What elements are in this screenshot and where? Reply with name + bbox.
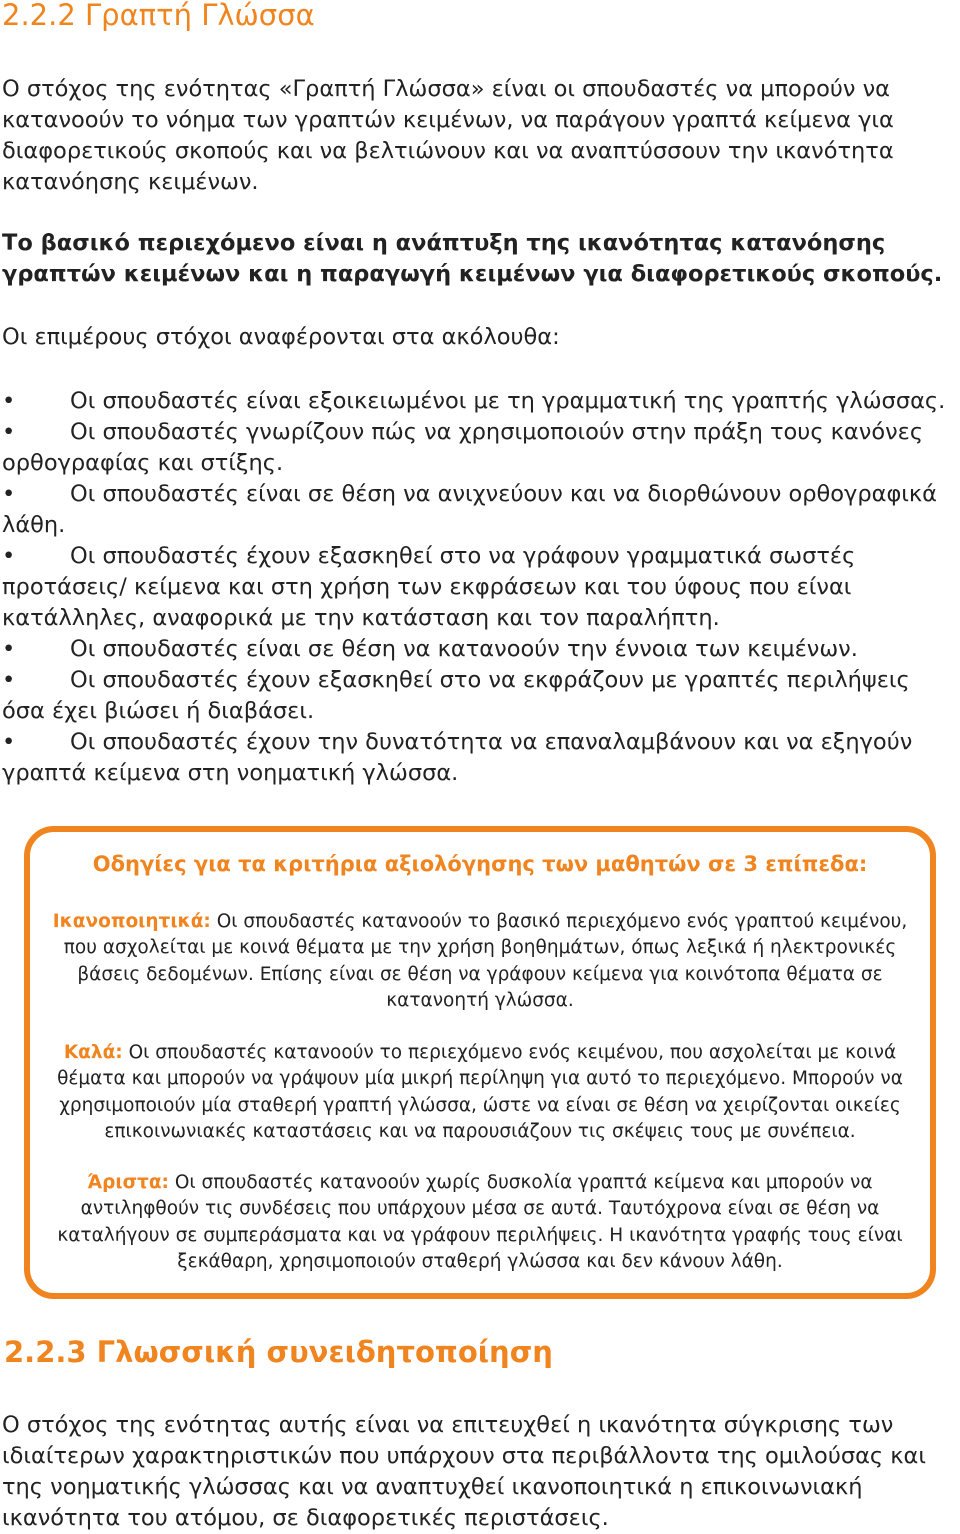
bullet-icon: • <box>2 636 16 662</box>
objective-text: Οι σπουδαστές έχουν εξασκηθεί στο να εκφράζουν με γραπτές περιλήψεις όσα έχει βιώσει ή διαβάσει. <box>2 667 910 724</box>
criteria-level-excellent <box>40 1170 920 1275</box>
bullet-icon: • <box>2 419 16 445</box>
section-heading: 2.2.2 Γραπτή Γλώσσα <box>2 0 315 32</box>
bullet-icon: • <box>2 667 16 693</box>
list-item <box>2 541 957 634</box>
objective-text: Οι σπουδαστές έχουν την δυνατότητα να επαναλαμβάνουν και να εξηγούν γραπτά κείμενα στη νοηματική γλώσσα. <box>2 729 913 786</box>
criteria-label: Καλά: <box>63 1042 123 1063</box>
list-item <box>2 417 957 479</box>
criteria-text: Οι σπουδαστές κατανοούν το περιεχόμενο ενός κειμένου, που ασχολείται με κοινά θέματα και μπορούν να γράψουν μία μικρή περίληψη για αυτό το περιεχόμενο. Μπορούν να χρησιμοποιούν μία σταθερή γραπτή γλώσσα, ώστε να είναι σε θέση να χειρίζονται οικείες επικοινωνιακές καταστάσεις και να παρουσιάζουν τις σκέψεις τους με συνέπεια. <box>57 1042 903 1142</box>
objective-text: Οι σπουδαστές έχουν εξασκηθεί στο να γράφουν γραμματικά σωστές προτάσεις/ κείμενα και στη χρήση των εκφράσεων και του ύφους που είναι κατάλληλες, αναφορικά με την κατάσταση και τον παραλήπτη. <box>2 543 856 631</box>
main-content-statement: Το βασικό περιεχόμενο είναι η ανάπτυξη της ικανότητας κατανόησης γραπτών κειμένων και η παραγωγή κειμένων για διαφορετικούς σκοπούς. <box>2 230 943 287</box>
criteria-label: Άριστα: <box>87 1172 169 1193</box>
section-intro: Ο στόχος της ενότητας αυτής είναι να επιτευχθεί η ικανότητα σύγκρισης των ιδιαίτερων χαρακτηριστικών που υπάρχουν στα περιβάλλοντα της ομιλούσας και της νοηματικής γλώσσας και να αναπτυχθεί ικανοποιητικά η επικοινωνιακή ικανότητα του ατόμου, σε διαφορετικές περιστάσεις. <box>2 1412 926 1531</box>
section-heading: 2.2.3 Γλωσσική συνειδητοποίηση <box>4 1335 553 1369</box>
list-item <box>2 665 957 727</box>
bullet-icon: • <box>2 481 16 507</box>
list-item <box>2 479 957 541</box>
objectives-list <box>2 386 957 789</box>
criteria-level-satisfactory <box>40 909 920 1014</box>
criteria-title: Οδηγίες για τα κριτήρια αξιολόγησης των μαθητών σε 3 επίπεδα: <box>92 852 868 876</box>
objective-text: Οι σπουδαστές γνωρίζουν πώς να χρησιμοποιούν στην πράξη τους κανόνες ορθογραφίας και στίξης. <box>2 419 924 476</box>
criteria-level-good <box>40 1040 920 1145</box>
objective-text: Οι σπουδαστές είναι εξοικειωμένοι με τη γραμματική της γραπτής γλώσσας. <box>70 388 946 414</box>
list-item <box>2 727 957 789</box>
bullet-icon: • <box>2 729 16 755</box>
bullet-icon: • <box>2 543 16 569</box>
list-item <box>2 634 957 665</box>
objective-text: Οι σπουδαστές είναι σε θέση να κατανοούν την έννοια των κειμένων. <box>70 636 858 662</box>
list-item <box>2 386 957 417</box>
bullet-icon: • <box>2 388 16 414</box>
objectives-lead: Οι επιμέρους στόχοι αναφέρονται στα ακόλουθα: <box>2 324 560 350</box>
criteria-text: Οι σπουδαστές κατανοούν το βασικό περιεχόμενο ενός γραπτού κειμένου, που ασχολείται με κοινά θέματα με την χρήση βοηθημάτων, όπως λεξικά ή ηλεκτρονικές βάσεις δεδομένων. Επίσης είναι σε θέση να γράφουν κείμενα για κοινότοπα θέματα σε κατανοητή γλώσσα. <box>63 911 908 1011</box>
criteria-label: Ικανοποιητικά: <box>52 911 211 932</box>
section-intro: Ο στόχος της ενότητας «Γραπτή Γλώσσα» είναι οι σπουδαστές να μπορούν να κατανοούν το νόημα των γραπτών κειμένων, να παράγουν γραπτά κείμενα για διαφορετικούς σκοπούς και να βελτιώνουν και να αναπτύσσουν την ικανότητα κατανόησης κειμένων. <box>2 76 894 195</box>
criteria-text: Οι σπουδαστές κατανοούν χωρίς δυσκολία γραπτά κείμενα και μπορούν να αντιληφθούν τις συνδέσεις που υπάρχουν μέσα σε αυτά. Ταυτόχρονα είναι σε θέση να καταλήγουν σε συμπεράσματα και να γράφουν περιλήψεις. Η ικανότητα γραφής τους είναι ξεκάθαρη, χρησιμοποιούν σταθερή γλώσσα και δεν κάνουν λάθη. <box>57 1172 903 1272</box>
objective-text: Οι σπουδαστές είναι σε θέση να ανιχνεύουν και να διορθώνουν ορθογραφικά λάθη. <box>2 481 937 538</box>
